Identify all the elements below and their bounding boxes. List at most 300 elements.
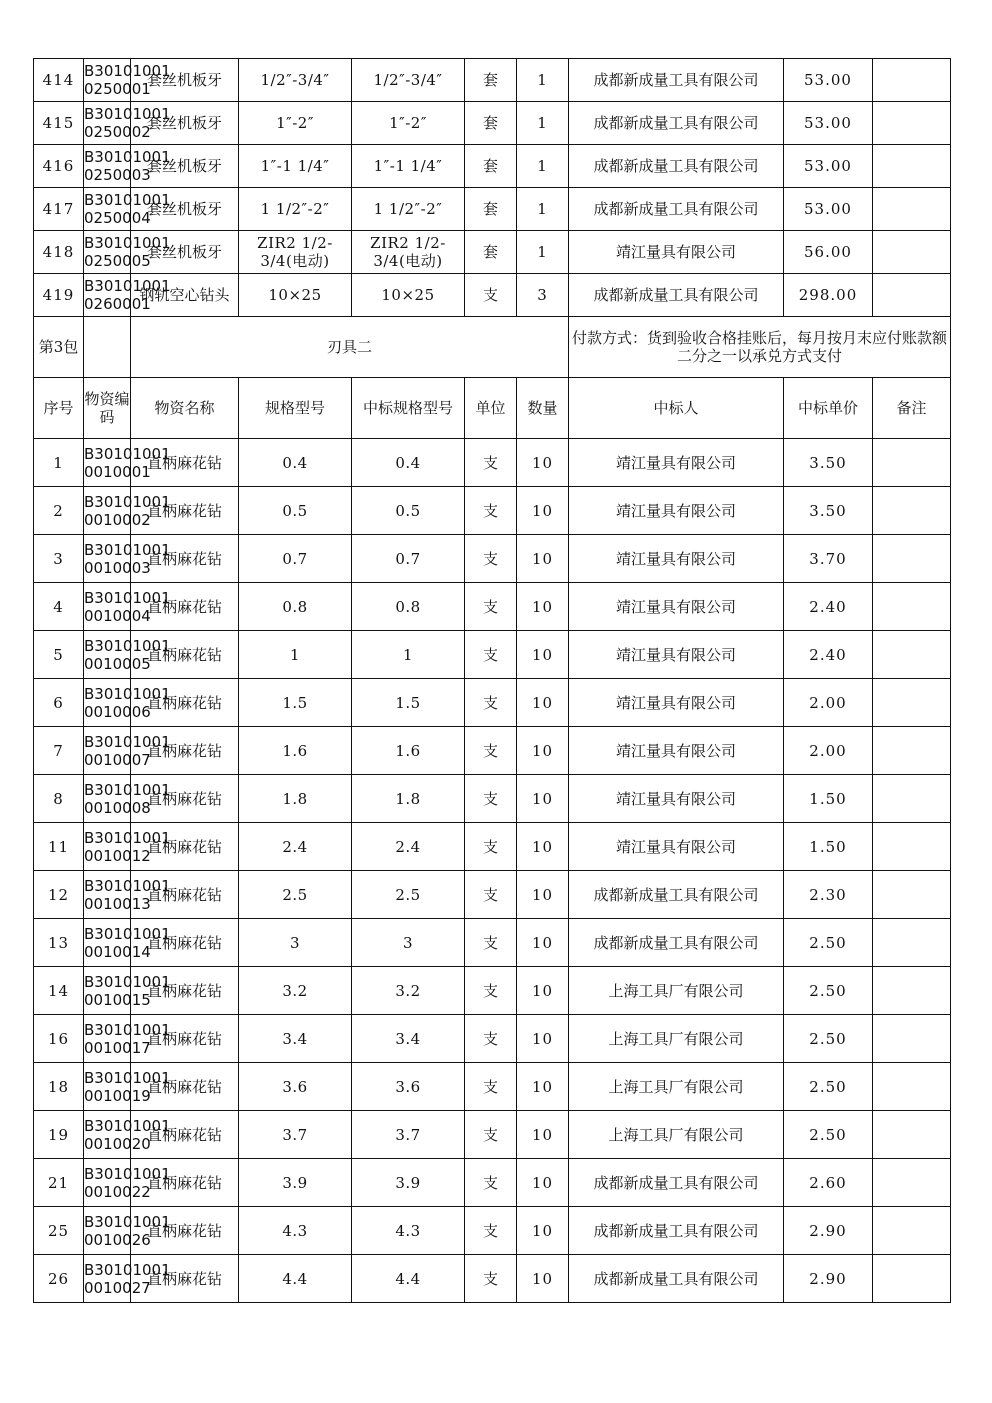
table-row	[34, 967, 951, 1015]
row-name: 套丝机板牙	[131, 188, 239, 231]
row-winner: 成都新成量工具有限公司	[569, 59, 784, 102]
package-blank	[84, 317, 131, 378]
row-name: 直柄麻花钻	[131, 967, 239, 1015]
code-line2: 0010007	[84, 750, 151, 769]
row-unit: 支	[465, 583, 517, 631]
header-note: 备注	[873, 378, 951, 439]
row-price: 2.00	[784, 727, 873, 775]
row-qty: 10	[517, 871, 569, 919]
row-note	[873, 188, 951, 231]
row-unit: 支	[465, 823, 517, 871]
code-line1: B30101001	[84, 684, 171, 703]
table-row	[34, 1159, 951, 1207]
row-spec: 3.2	[239, 967, 352, 1015]
row-note	[873, 439, 951, 487]
row-name: 套丝机板牙	[131, 59, 239, 102]
row-price: 2.50	[784, 919, 873, 967]
row-no: 8	[34, 775, 84, 823]
row-qty: 10	[517, 487, 569, 535]
row-name: 套丝机板牙	[131, 231, 239, 274]
row-qty: 1	[517, 231, 569, 274]
row-note	[873, 1159, 951, 1207]
row-code	[84, 145, 171, 188]
code-line1: B30101001	[84, 277, 171, 295]
table-row	[34, 871, 951, 919]
row-bid-spec: 10×25	[352, 274, 465, 317]
row-no: 13	[34, 919, 84, 967]
row-unit: 支	[465, 1111, 517, 1159]
table-row	[34, 487, 951, 535]
row-bid-spec: 1/2″-3/4″	[352, 59, 465, 102]
row-unit: 套	[465, 102, 517, 145]
row-qty: 10	[517, 583, 569, 631]
code-line2: 0010012	[84, 846, 151, 865]
row-code	[84, 102, 171, 145]
header-qty: 数量	[517, 378, 569, 439]
row-unit: 支	[465, 775, 517, 823]
row-qty: 10	[517, 1063, 569, 1111]
table-row	[34, 823, 951, 871]
code-line1: B30101001	[84, 444, 171, 463]
row-code	[84, 1255, 171, 1303]
payment-terms	[569, 317, 951, 378]
row-note	[873, 1063, 951, 1111]
table-row	[34, 535, 951, 583]
row-bid-spec: 3.6	[352, 1063, 465, 1111]
row-bid-spec: 3.2	[352, 967, 465, 1015]
row-qty: 3	[517, 274, 569, 317]
top-rows	[34, 59, 951, 317]
row-qty: 10	[517, 727, 569, 775]
row-no: 18	[34, 1063, 84, 1111]
row-spec: 1/2″-3/4″	[239, 59, 352, 102]
row-spec: 0.8	[239, 583, 352, 631]
package-label: 第3包	[34, 317, 84, 378]
row-note	[873, 631, 951, 679]
row-no: 21	[34, 1159, 84, 1207]
row-price: 2.90	[784, 1255, 873, 1303]
row-no: 415	[34, 102, 84, 145]
row-no: 414	[34, 59, 84, 102]
row-spec: ZIR2 1/2- 3/4(电动)	[239, 231, 352, 274]
table-row	[34, 919, 951, 967]
row-note	[873, 487, 951, 535]
row-winner: 上海工具厂有限公司	[569, 1015, 784, 1063]
row-winner: 上海工具厂有限公司	[569, 1111, 784, 1159]
row-price: 2.50	[784, 1111, 873, 1159]
package-title: 刃具二	[131, 317, 569, 378]
row-spec: 1 1/2″-2″	[239, 188, 352, 231]
row-spec: 0.5	[239, 487, 352, 535]
row-price: 2.30	[784, 871, 873, 919]
row-no: 419	[34, 274, 84, 317]
row-bid-spec: 3.7	[352, 1111, 465, 1159]
row-winner: 成都新成量工具有限公司	[569, 1255, 784, 1303]
row-winner: 靖江量具有限公司	[569, 679, 784, 727]
row-price: 2.50	[784, 967, 873, 1015]
row-name: 直柄麻花钻	[131, 1255, 239, 1303]
code-line2: 0010002	[84, 510, 151, 529]
row-code	[84, 583, 171, 631]
row-note	[873, 823, 951, 871]
row-note	[873, 231, 951, 274]
code-line2: 0250001	[84, 80, 151, 98]
code-line2: 0010004	[84, 606, 151, 625]
table-row	[34, 1063, 951, 1111]
header-price: 中标单价	[784, 378, 873, 439]
row-unit: 支	[465, 679, 517, 727]
header-spec: 规格型号	[239, 378, 352, 439]
row-no: 2	[34, 487, 84, 535]
row-winner: 靖江量具有限公司	[569, 775, 784, 823]
code-line1: B30101001	[84, 924, 171, 943]
row-unit: 支	[465, 1255, 517, 1303]
row-code	[84, 871, 171, 919]
code-line2: 0010001	[84, 462, 151, 481]
row-unit: 套	[465, 145, 517, 188]
row-winner: 成都新成量工具有限公司	[569, 919, 784, 967]
row-winner: 靖江量具有限公司	[569, 823, 784, 871]
row-code	[84, 535, 171, 583]
row-code	[84, 274, 171, 317]
row-unit: 支	[465, 631, 517, 679]
row-unit: 支	[465, 1063, 517, 1111]
code-line1: B30101001	[84, 828, 171, 847]
row-qty: 10	[517, 1207, 569, 1255]
code-line1: B30101001	[84, 62, 171, 80]
row-note	[873, 1015, 951, 1063]
row-no: 7	[34, 727, 84, 775]
row-code	[84, 823, 171, 871]
row-name: 直柄麻花钻	[131, 919, 239, 967]
row-qty: 10	[517, 631, 569, 679]
row-unit: 支	[465, 919, 517, 967]
header-code: 物资编码	[84, 378, 131, 439]
table-row	[34, 1255, 951, 1303]
row-note	[873, 583, 951, 631]
code-line1: B30101001	[84, 1164, 171, 1183]
row-price: 53.00	[784, 145, 873, 188]
code-line2: 0250004	[84, 209, 151, 227]
code-line2: 0010026	[84, 1230, 151, 1249]
row-price: 53.00	[784, 188, 873, 231]
row-qty: 10	[517, 1255, 569, 1303]
row-code	[84, 487, 171, 535]
row-code	[84, 631, 171, 679]
row-winner: 成都新成量工具有限公司	[569, 145, 784, 188]
table-row	[34, 231, 951, 274]
row-spec: 1″-1 1/4″	[239, 145, 352, 188]
payment-terms-line2: 二分之一以承兑方式支付	[676, 347, 842, 365]
row-spec: 1.8	[239, 775, 352, 823]
table-row	[34, 439, 951, 487]
row-spec: 10×25	[239, 274, 352, 317]
row-bid-spec: ZIR2 1/2- 3/4(电动)	[352, 231, 465, 274]
row-price: 1.50	[784, 775, 873, 823]
row-price: 56.00	[784, 231, 873, 274]
header-name: 物资名称	[131, 378, 239, 439]
table-row	[34, 727, 951, 775]
row-name: 直柄麻花钻	[131, 871, 239, 919]
row-unit: 支	[465, 487, 517, 535]
code-line2: 0010015	[84, 990, 151, 1009]
column-header-row	[34, 378, 951, 439]
code-line2: 0010006	[84, 702, 151, 721]
code-line2: 0010019	[84, 1086, 151, 1105]
code-line2: 0010013	[84, 894, 151, 913]
row-price: 2.60	[784, 1159, 873, 1207]
row-spec: 1.5	[239, 679, 352, 727]
row-winner: 靖江量具有限公司	[569, 727, 784, 775]
table-row	[34, 679, 951, 727]
row-bid-spec: 0.4	[352, 439, 465, 487]
row-qty: 10	[517, 775, 569, 823]
row-unit: 支	[465, 274, 517, 317]
code-line1: B30101001	[84, 1020, 171, 1039]
row-code	[84, 919, 171, 967]
code-line2: 0010003	[84, 558, 151, 577]
row-no: 26	[34, 1255, 84, 1303]
code-line1: B30101001	[84, 492, 171, 511]
row-bid-spec: 1	[352, 631, 465, 679]
row-price: 53.00	[784, 59, 873, 102]
row-code	[84, 1207, 171, 1255]
row-spec: 0.7	[239, 535, 352, 583]
package-header	[34, 317, 951, 439]
row-qty: 10	[517, 679, 569, 727]
row-winner: 成都新成量工具有限公司	[569, 188, 784, 231]
table-row	[34, 775, 951, 823]
code-line1: B30101001	[84, 1116, 171, 1135]
row-bid-spec: 2.5	[352, 871, 465, 919]
row-qty: 1	[517, 59, 569, 102]
code-line1: B30101001	[84, 972, 171, 991]
row-no: 4	[34, 583, 84, 631]
row-unit: 套	[465, 188, 517, 231]
row-qty: 10	[517, 439, 569, 487]
row-winner: 成都新成量工具有限公司	[569, 1159, 784, 1207]
code-line1: B30101001	[84, 1212, 171, 1231]
row-code	[84, 727, 171, 775]
table-row	[34, 1111, 951, 1159]
item-rows	[34, 439, 951, 1303]
row-qty: 10	[517, 1159, 569, 1207]
row-price: 298.00	[784, 274, 873, 317]
row-price: 3.50	[784, 439, 873, 487]
row-winner: 成都新成量工具有限公司	[569, 102, 784, 145]
code-line2: 0010027	[84, 1278, 151, 1297]
row-name: 直柄麻花钻	[131, 535, 239, 583]
row-name: 直柄麻花钻	[131, 775, 239, 823]
row-winner: 靖江量具有限公司	[569, 631, 784, 679]
row-qty: 10	[517, 823, 569, 871]
header-no: 序号	[34, 378, 84, 439]
row-bid-spec: 1 1/2″-2″	[352, 188, 465, 231]
code-line1: B30101001	[84, 588, 171, 607]
row-qty: 10	[517, 919, 569, 967]
row-spec: 1″-2″	[239, 102, 352, 145]
row-no: 25	[34, 1207, 84, 1255]
table-row	[34, 1207, 951, 1255]
row-name: 直柄麻花钻	[131, 727, 239, 775]
row-spec: 1.6	[239, 727, 352, 775]
row-no: 14	[34, 967, 84, 1015]
row-price: 3.70	[784, 535, 873, 583]
table-row	[34, 583, 951, 631]
row-no: 11	[34, 823, 84, 871]
row-code	[84, 967, 171, 1015]
row-bid-spec: 1″-2″	[352, 102, 465, 145]
row-name: 直柄麻花钻	[131, 631, 239, 679]
row-no: 418	[34, 231, 84, 274]
code-line1: B30101001	[84, 636, 171, 655]
row-name: 直柄麻花钻	[131, 439, 239, 487]
row-bid-spec: 1.6	[352, 727, 465, 775]
row-bid-spec: 1.5	[352, 679, 465, 727]
row-note	[873, 919, 951, 967]
row-unit: 支	[465, 1159, 517, 1207]
row-winner: 上海工具厂有限公司	[569, 967, 784, 1015]
row-winner: 成都新成量工具有限公司	[569, 871, 784, 919]
row-no: 6	[34, 679, 84, 727]
row-price: 3.50	[784, 487, 873, 535]
row-name: 套丝机板牙	[131, 102, 239, 145]
row-price: 2.50	[784, 1015, 873, 1063]
row-bid-spec: 3.9	[352, 1159, 465, 1207]
row-spec: 4.3	[239, 1207, 352, 1255]
row-no: 3	[34, 535, 84, 583]
row-price: 2.50	[784, 1063, 873, 1111]
row-winner: 靖江量具有限公司	[569, 231, 784, 274]
row-price: 2.40	[784, 631, 873, 679]
row-winner: 成都新成量工具有限公司	[569, 274, 784, 317]
row-bid-spec: 3	[352, 919, 465, 967]
code-line2: 0010017	[84, 1038, 151, 1057]
row-note	[873, 1255, 951, 1303]
code-line1: B30101001	[84, 234, 171, 252]
table-row	[34, 102, 951, 145]
row-note	[873, 967, 951, 1015]
row-price: 2.90	[784, 1207, 873, 1255]
row-spec: 0.4	[239, 439, 352, 487]
row-spec: 3.4	[239, 1015, 352, 1063]
row-note	[873, 775, 951, 823]
row-spec: 3	[239, 919, 352, 967]
row-unit: 支	[465, 727, 517, 775]
row-spec: 2.4	[239, 823, 352, 871]
row-code	[84, 1159, 171, 1207]
code-line1: B30101001	[84, 1068, 171, 1087]
row-winner: 靖江量具有限公司	[569, 535, 784, 583]
row-no: 19	[34, 1111, 84, 1159]
row-winner: 靖江量具有限公司	[569, 487, 784, 535]
row-qty: 1	[517, 145, 569, 188]
code-line2: 0250002	[84, 123, 151, 141]
row-price: 2.00	[784, 679, 873, 727]
row-unit: 支	[465, 871, 517, 919]
row-name: 直柄麻花钻	[131, 1015, 239, 1063]
row-code	[84, 231, 171, 274]
row-qty: 10	[517, 1015, 569, 1063]
row-qty: 1	[517, 102, 569, 145]
row-note	[873, 727, 951, 775]
row-spec: 3.9	[239, 1159, 352, 1207]
row-spec: 3.7	[239, 1111, 352, 1159]
code-line1: B30101001	[84, 540, 171, 559]
row-winner: 靖江量具有限公司	[569, 583, 784, 631]
table-row	[34, 274, 951, 317]
header-unit: 单位	[465, 378, 517, 439]
row-code	[84, 439, 171, 487]
row-bid-spec: 3.4	[352, 1015, 465, 1063]
code-line1: B30101001	[84, 105, 171, 123]
code-line1: B30101001	[84, 1260, 171, 1279]
row-note	[873, 274, 951, 317]
row-note	[873, 59, 951, 102]
code-line2: 0010014	[84, 942, 151, 961]
row-winner: 成都新成量工具有限公司	[569, 1207, 784, 1255]
code-line2: 0010020	[84, 1134, 151, 1153]
code-line2: 0250003	[84, 166, 151, 184]
row-note	[873, 145, 951, 188]
row-unit: 支	[465, 967, 517, 1015]
row-note	[873, 535, 951, 583]
row-no: 12	[34, 871, 84, 919]
code-line2: 0010005	[84, 654, 151, 673]
bid-results-table	[33, 58, 951, 1303]
row-code	[84, 1063, 171, 1111]
row-unit: 支	[465, 439, 517, 487]
row-bid-spec: 1.8	[352, 775, 465, 823]
row-spec: 4.4	[239, 1255, 352, 1303]
code-line1: B30101001	[84, 732, 171, 751]
row-code	[84, 188, 171, 231]
row-no: 5	[34, 631, 84, 679]
row-unit: 支	[465, 1015, 517, 1063]
table-row	[34, 188, 951, 231]
table-row	[34, 1015, 951, 1063]
row-bid-spec: 2.4	[352, 823, 465, 871]
code-line2: 0010022	[84, 1182, 151, 1201]
row-note	[873, 871, 951, 919]
table-row	[34, 59, 951, 102]
row-unit: 套	[465, 59, 517, 102]
row-name: 直柄麻花钻	[131, 487, 239, 535]
row-price: 1.50	[784, 823, 873, 871]
row-name: 套丝机板牙	[131, 145, 239, 188]
header-bid-spec: 中标规格型号	[352, 378, 465, 439]
row-price: 53.00	[784, 102, 873, 145]
row-qty: 10	[517, 1111, 569, 1159]
code-line1: B30101001	[84, 191, 171, 209]
row-note	[873, 1207, 951, 1255]
row-name: 直柄麻花钻	[131, 583, 239, 631]
row-winner: 靖江量具有限公司	[569, 439, 784, 487]
row-name: 直柄麻花钻	[131, 1207, 239, 1255]
row-note	[873, 679, 951, 727]
row-winner: 上海工具厂有限公司	[569, 1063, 784, 1111]
row-bid-spec: 4.3	[352, 1207, 465, 1255]
row-no: 417	[34, 188, 84, 231]
row-name: 直柄麻花钻	[131, 1111, 239, 1159]
row-qty: 1	[517, 188, 569, 231]
code-line2: 0260001	[84, 295, 151, 313]
header-winner: 中标人	[569, 378, 784, 439]
row-name: 钢轨空心钻头	[131, 274, 239, 317]
row-bid-spec: 1″-1 1/4″	[352, 145, 465, 188]
code-line1: B30101001	[84, 876, 171, 895]
row-code	[84, 59, 171, 102]
